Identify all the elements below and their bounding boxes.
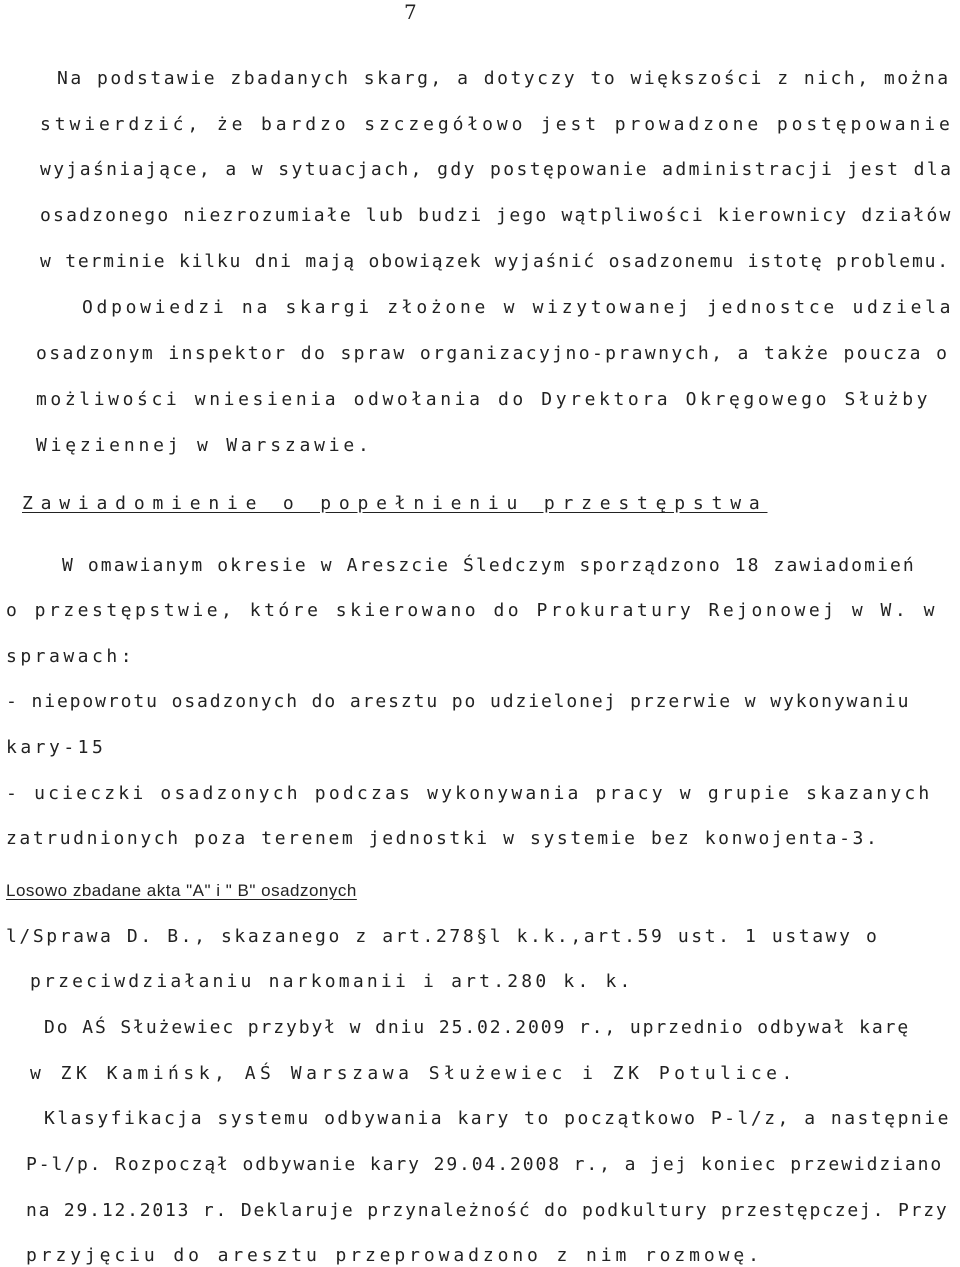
paragraph-3-line-1: W omawianym okresie w Areszcie Śledczym sporządzono 18 zawiadomień	[62, 555, 916, 576]
paragraph-3-line-2: o przestępstwie, które skierowano do Prokuratury Rejonowej w W. w	[6, 600, 938, 621]
case-1-line-8: przyjęciu do aresztu przeprowadzono z nim rozmowę.	[26, 1245, 763, 1266]
paragraph-2-line-1: Odpowiedzi na skargi złożone w wizytowanej jednostce udziela	[82, 297, 955, 318]
paragraph-3-line-4: - niepowrotu osadzonych do aresztu po udzielonej przerwie w wykonywaniu	[6, 691, 911, 712]
paragraph-3-line-6: - ucieczki osadzonych podczas wykonywania pracy w grupie skazanych	[6, 783, 933, 804]
paragraph-3-line-5: kary-15	[6, 737, 107, 758]
case-1-line-4: w ZK Kamińsk, AŚ Warszawa Służewiec i ZK Potulice.	[30, 1063, 797, 1084]
paragraph-2-line-3: możliwości wniesienia odwołania do Dyrektora Okręgowego Służby	[36, 389, 932, 410]
paragraph-2-line-4: Więziennej w Warszawie.	[36, 435, 373, 456]
case-1-line-6: P-l/p. Rozpoczął odbywanie kary 29.04.2008 r., a jej koniec przewidziano	[26, 1154, 944, 1175]
section-heading: Zawiadomienie o popełnieniu przestępstwa	[22, 493, 768, 514]
paragraph-1-line-3: wyjaśniające, a w sytuacjach, gdy postępowanie administracji jest dla	[40, 159, 954, 180]
paragraph-1-line-4: osadzonego niezrozumiałe lub budzi jego wątpliwości kierownicy działów	[40, 205, 953, 226]
case-1-line-7: na 29.12.2013 r. Deklaruje przynależność do podkultury przestępczej. Przy	[26, 1200, 949, 1221]
case-1-line-1: l/Sprawa D. B., skazanego z art.278§l k.k.,art.59 ust. 1 ustawy o	[6, 926, 880, 947]
paragraph-1-line-2: stwierdzić, że bardzo szczegółowo jest prowadzone postępowanie	[40, 114, 954, 135]
case-1-line-2: przeciwdziałaniu narkomanii i art.280 k. k.	[30, 971, 634, 992]
paragraph-2-line-2: osadzonym inspektor do spraw organizacyjno-prawnych, a także poucza o	[36, 343, 950, 364]
case-1-line-5: Klasyfikacja systemu odbywania kary to początkowo P-l/z, a następnie	[44, 1108, 951, 1129]
paragraph-3-line-3: sprawach:	[6, 646, 136, 667]
case-1-line-3: Do AŚ Służewiec przybył w dniu 25.02.2009 r., uprzednio odbywał karę	[44, 1017, 911, 1038]
paragraph-3-line-7: zatrudnionych poza terenem jednostki w systemie bez konwojenta-3.	[6, 828, 880, 849]
paragraph-1-line-1: Na podstawie zbadanych skarg, a dotyczy to większości z nich, można	[57, 68, 951, 89]
files-heading: Losowo zbadane akta "A" i " B" osadzonych	[6, 881, 357, 900]
page-number: 7	[404, 0, 417, 24]
paragraph-1-line-5: w terminie kilku dni mają obowiązek wyjaśnić osadzonemu istotę problemu.	[40, 251, 950, 272]
